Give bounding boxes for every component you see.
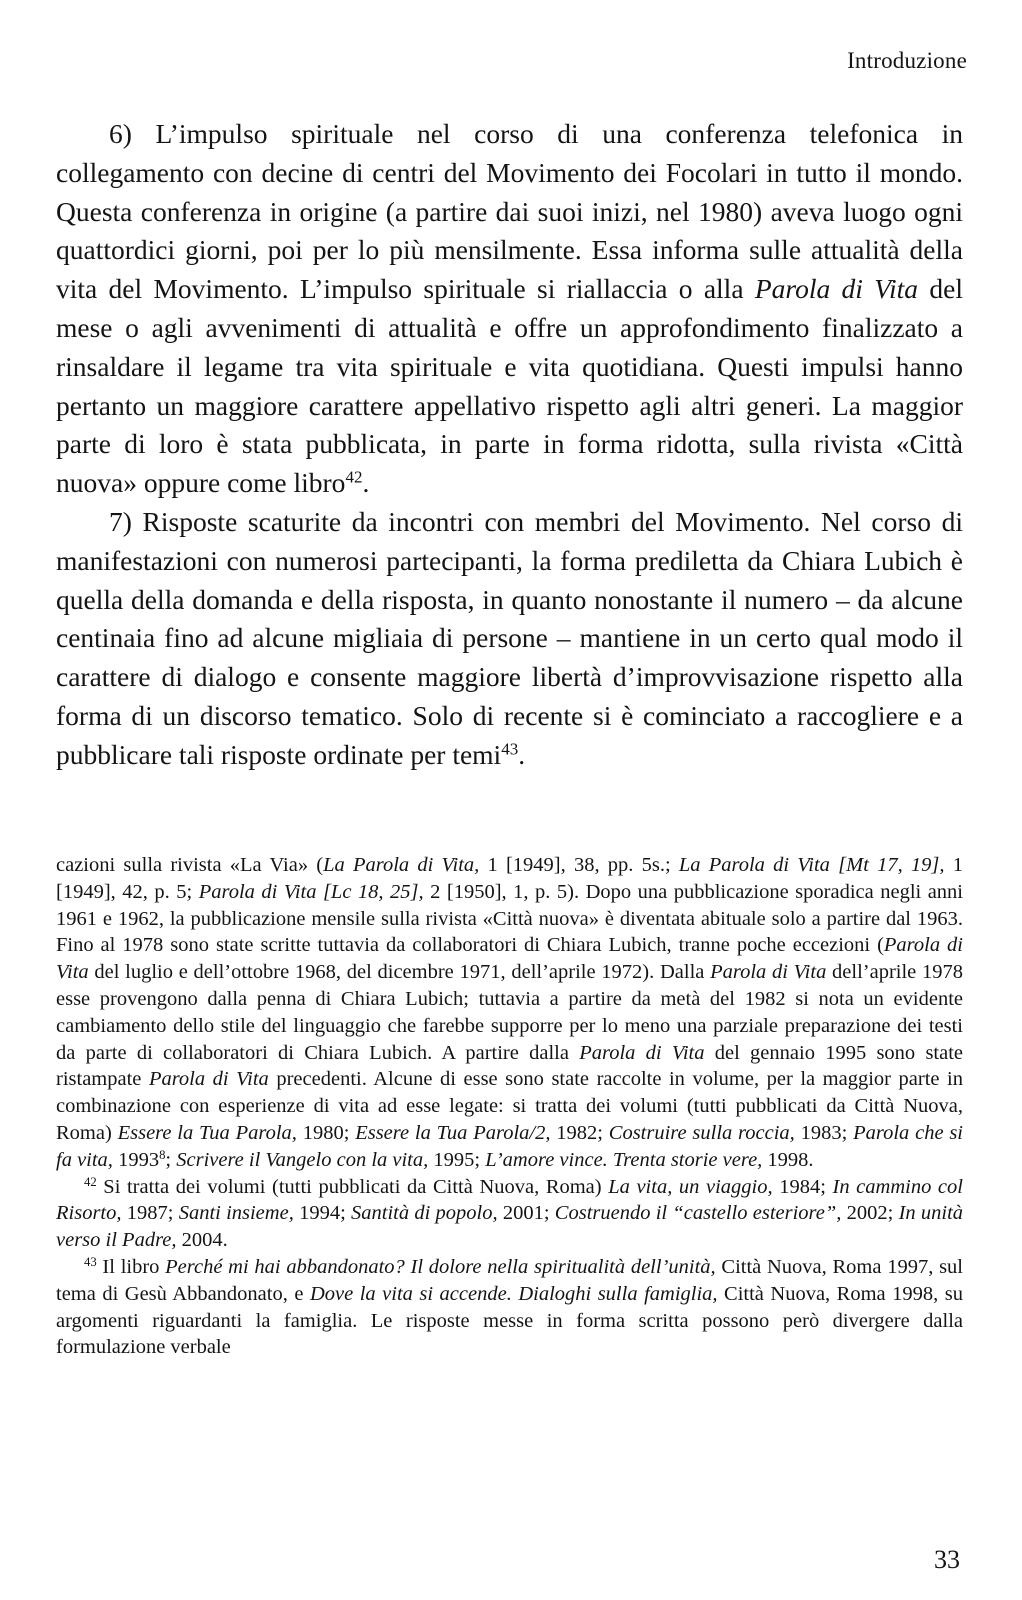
- text-run: del mese o agli avvenimenti di attualità e offre un approfondimento finalizzato a rinsaldare il legame tra vita spirituale e vita quotidiana. Questi impulsi hanno pertanto un maggiore carattere appellativo rispetto agli altri generi. La maggior parte di loro è stata pubblicata, in parte in forma ridotta, sulla rivista «Città nuova» oppure come libro: [56, 273, 963, 499]
- text-run: 1982;: [550, 1121, 609, 1144]
- text-run: 1980;: [296, 1121, 356, 1144]
- italic-title: La Parola di Vita [Mt 17, 19],: [678, 854, 945, 876]
- text-run: .: [518, 738, 526, 770]
- text-run: 1998.: [762, 1148, 814, 1171]
- italic-title: In unità verso il Padre,: [56, 1202, 964, 1252]
- text-run: 2004.: [176, 1229, 228, 1252]
- footnote-42: [56, 1174, 963, 1254]
- text-run: 2 [1950], 1, p. 5). Dopo una pubblicazione sporadica negli anni 1961 e 1962, la pubblicazione mensile sulla rivista «Città nuova» è diventata abituale solo a partire dal 1963. Fino al 1978 sono state scritte tuttavia da collaboratori di Chiara Lubich, tranne poche eccezioni (: [56, 880, 963, 957]
- text-run: Città Nuova, Roma 1997, sul tema di Gesù Abbandonato, e: [56, 1255, 963, 1305]
- superscript: 42: [84, 1174, 97, 1189]
- footnote-43: [56, 1254, 963, 1361]
- italic-title: Essere la Tua Parola/2,: [355, 1121, 551, 1144]
- paragraph-7: [56, 503, 963, 775]
- running-head: Introduzione: [847, 48, 967, 73]
- italic-title: Parola di Vita: [754, 273, 919, 305]
- text-run: .: [362, 467, 370, 499]
- text-run: precedenti. Alcune di esse sono state raccolte in volume, per la maggior parte in combinazione con esperienze di vita ad esse legate: si tratta dei volumi (tutti pubblicati da Città Nuova, Roma): [56, 1068, 964, 1144]
- italic-title: Santi insieme,: [178, 1202, 294, 1225]
- italic-title: Perché mi hai abbandonato? Il dolore nella spiritualità dell’unità,: [165, 1255, 716, 1278]
- text-run: 1 [1949], 42, p. 5;: [56, 854, 964, 903]
- italic-title: Dove la vita si accende. Dialoghi sulla famiglia,: [309, 1282, 718, 1305]
- italic-title: Parola di Vita: [710, 961, 827, 984]
- italic-title: Santità di popolo,: [351, 1202, 498, 1225]
- text-run: dell’aprile 1978 esse provengono dalla penna di Chiara Lubich; tuttavia a partire da metà del 1982 si nota un evidente cambiamento dello stile del linguaggio che farebbe supporre per lo meno una parziale preparazione dei testi da parte di collaboratori di Chiara Lubich. A partire dalla: [56, 961, 964, 1064]
- footnotes: [56, 852, 963, 1361]
- text-run: 1987;: [121, 1202, 179, 1225]
- italic-title: Parola di Vita: [56, 934, 963, 984]
- text-run: 2001;: [497, 1202, 555, 1225]
- text-run: Città Nuova, Roma 1998, su argomenti riguardanti la famiglia. Le risposte messe in forma scritta possono però divergere dalla formulazione verbale: [56, 1282, 963, 1359]
- italic-title: Costruendo il “castello esteriore”,: [554, 1202, 842, 1225]
- italic-title: Scrivere il Vangelo con la vita,: [176, 1148, 429, 1171]
- footnote-ref-42: 42: [345, 467, 363, 487]
- text-run: 1993: [112, 1148, 160, 1171]
- text-run: 1983;: [794, 1121, 854, 1144]
- italic-title: Parola di Vita [Lc 18, 25],: [198, 880, 424, 903]
- paragraph-6: [56, 115, 963, 503]
- text-run: 1984;: [772, 1175, 833, 1198]
- italic-title: Costruire sulla roccia,: [608, 1121, 795, 1144]
- text-run: 1995;: [428, 1148, 486, 1171]
- italic-title: In cammino col Risorto,: [56, 1175, 963, 1225]
- text-run: 6) L’impulso spirituale nel corso di una conferenza telefonica in collegamento con decine di centri del Movimento dei Focolari in tutto il mondo. Questa conferenza in origine (a partire dai suoi inizi, nel 1980) aveva luogo ogni quattordici giorni, poi per lo più mensilmente. Essa informa sulle attualità della vita del Movimento. L’impulso spirituale si riallaccia o alla: [56, 118, 963, 305]
- text-run: del gennaio 1995 sono state ristampate: [56, 1041, 964, 1091]
- text-run: 1 [1949], 38, pp. 5s.;: [479, 854, 679, 876]
- italic-title: Essere la Tua Parola,: [117, 1121, 297, 1144]
- footnote-continuation: [56, 852, 963, 1174]
- italic-title: L’amore vince. Trenta storie vere,: [485, 1148, 763, 1171]
- page-number: 33: [934, 1545, 960, 1574]
- italic-title: La Parola di Vita,: [323, 854, 480, 876]
- text-run: ;: [165, 1148, 177, 1171]
- italic-title: Parola che si fa vita,: [56, 1121, 964, 1171]
- italic-title: Parola di Vita: [148, 1068, 269, 1091]
- text-run: cazioni sulla rivista «La Via» (: [56, 854, 324, 876]
- italic-title: La vita, un viaggio,: [608, 1175, 773, 1198]
- text-run: del luglio e dell’ottobre 1968, del dicembre 1971, dell’aprile 1972). Dalla: [88, 961, 711, 984]
- text-run: Il libro: [96, 1255, 166, 1278]
- main-text: [56, 115, 963, 775]
- italic-title: Parola di Vita: [579, 1041, 705, 1064]
- footnote-ref-43: 43: [501, 739, 519, 759]
- text-run: 2002;: [841, 1202, 899, 1225]
- superscript: 8: [159, 1147, 166, 1162]
- text-run: 1994;: [293, 1202, 352, 1225]
- text-run: 7) Risposte scaturite da incontri con membri del Movimento. Nel corso di manifestazioni con numerosi partecipanti, la forma prediletta da Chiara Lubich è quella della domanda e della risposta, in quanto nonostante il numero – da alcune centinaia fino ad alcune migliaia di persone – mantiene in un certo qual modo il carattere di dialogo e consente maggiore libertà d’improvvisazione rispetto alla forma di un discorso tematico. Solo di recente si è cominciato a raccogliere e a pubblicare tali risposte ordinate per temi: [56, 505, 963, 770]
- text-run: Si tratta dei volumi (tutti pubblicati da Città Nuova, Roma): [96, 1175, 609, 1198]
- superscript: 43: [84, 1254, 97, 1269]
